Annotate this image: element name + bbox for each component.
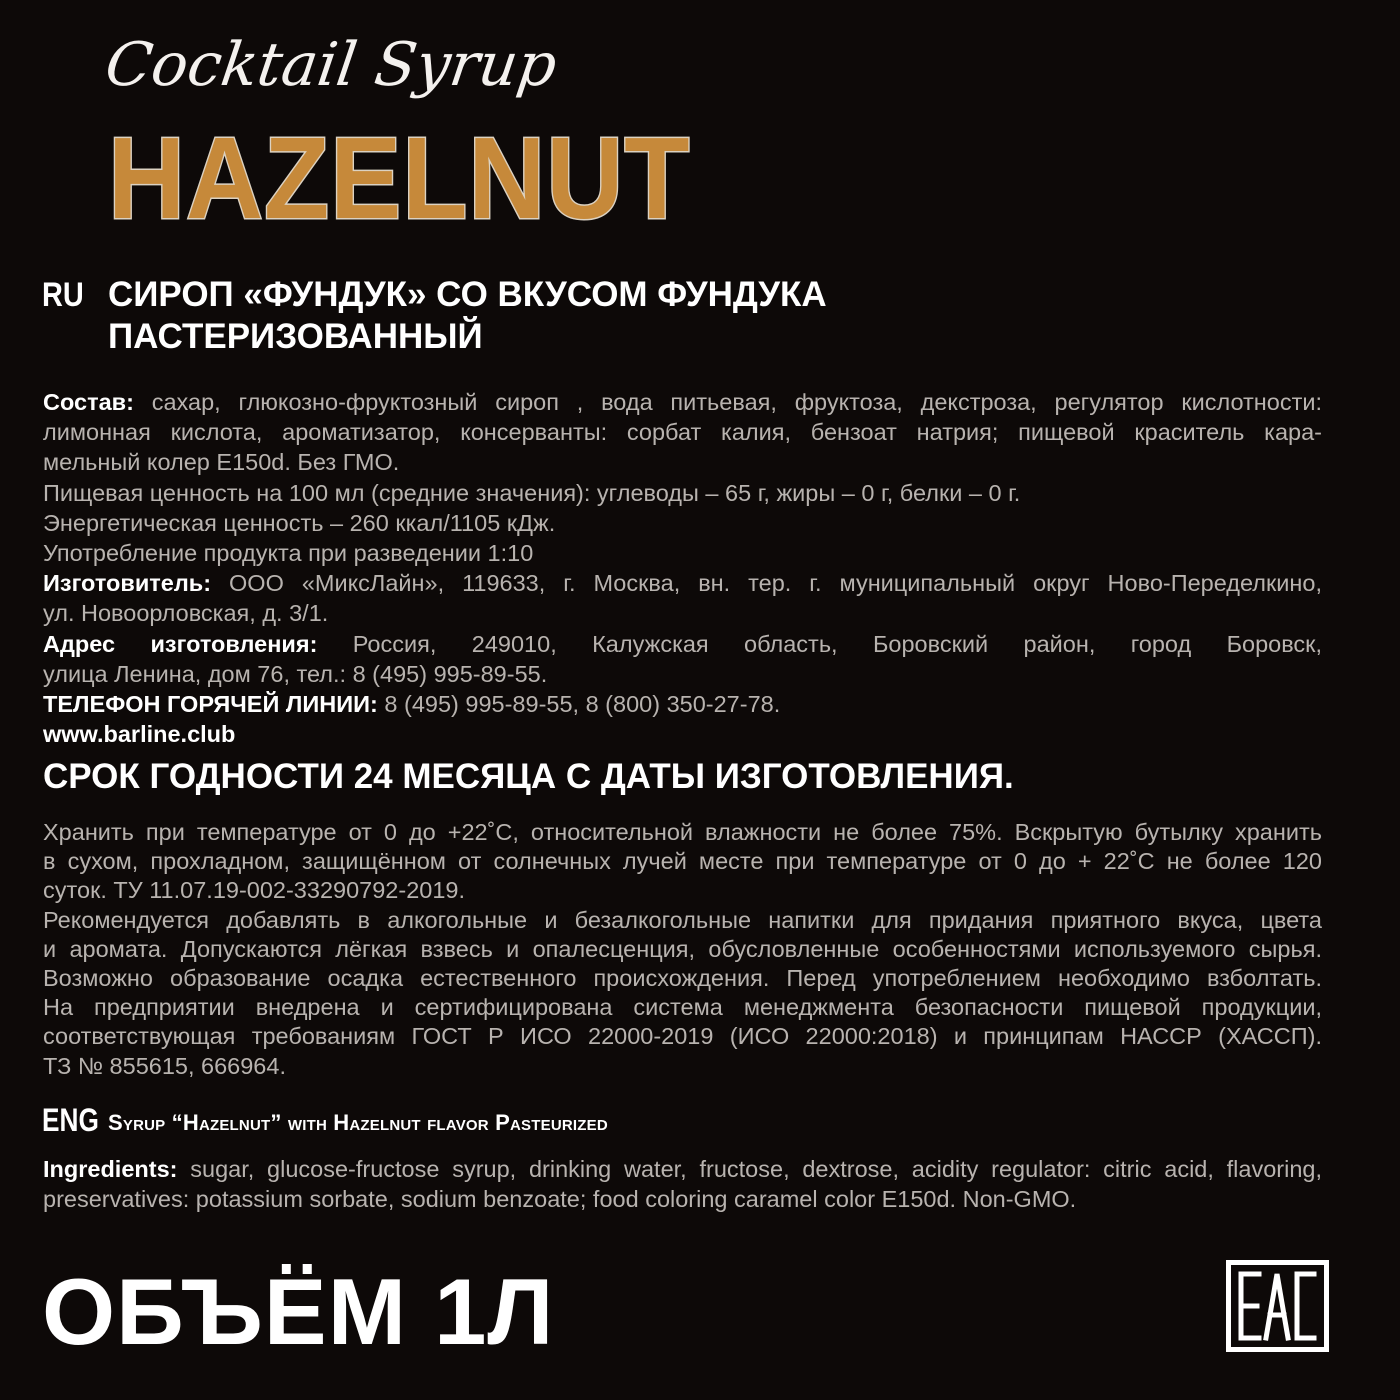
eac-logo-icon (1231, 1265, 1324, 1347)
dilution-note: Употребление продукта при разведении 1:10 (43, 540, 534, 567)
ingredients-label: Ingredients: (43, 1156, 178, 1182)
lang-code-eng: ENG (42, 1102, 99, 1138)
hotline-label: ТЕЛЕФОН ГОРЯЧЕЙ ЛИНИИ: (43, 691, 378, 718)
manufacturer-line2: ул. Новоорловская, д. 3/1. (43, 600, 329, 627)
storage-line: и аромата. Допускаются лёгкая взвесь и опалесценция, обусловленные особенностями используемого сырья. (43, 935, 1322, 962)
nutrition-value: Пищевая ценность на 100 мл (средние значения): углеводы – 65 г, жиры – 0 г, белки – 0 г. (43, 479, 1021, 506)
lang-code-ru: RU (42, 276, 84, 314)
product-title-ru (108, 274, 1108, 358)
hotline: ТЕЛЕФОН ГОРЯЧЕЙ ЛИНИИ: 8 (495) 995-89-55, 8 (800) 350-27-78. (43, 691, 781, 718)
storage-line: Рекомендуется добавлять в алкогольные и безалкогольные напитки для придания приятного вкуса, цвета (43, 906, 1322, 933)
product-title-line2: ПАСТЕРИЗОВАННЫЙ (108, 317, 483, 356)
storage-line: Хранить при температуре от 0 до +22˚С, относительной влажности не более 75%. Вскрытую бутылку хранить (43, 819, 1322, 845)
product-title-line1: СИРОП «ФУНДУК» СО ВКУСОМ ФУНДУКА (108, 275, 827, 314)
brand-script-title: Cocktail Syrup (101, 30, 561, 100)
manufacturer-line1: Изготовитель: ООО «МиксЛайн», 119633, г. Москва, вн. тер. г. муниципальный округ Ново-Переделкино, (43, 570, 1322, 597)
storage-line: в сухом, прохладном, защищённом от солнечных лучей месте при температуре от 0 до + 22˚С не более 120 (43, 848, 1322, 875)
storage-info (43, 818, 1322, 1081)
storage-line: соответствующая требованиям ГОСТ Р ИСО 22000-2019 (ИСО 22000:2018) и принципам НАССР (ХАССП). (43, 1023, 1322, 1050)
composition-line2: лимонная кислота, ароматизатор, консерванты: сорбат калия, бензоат натрия; пищевой краситель кара- (43, 419, 1322, 446)
volume: ОБЪЁМ 1Л (42, 1259, 555, 1364)
storage-line: На предприятии внедрена и сертифицирована система менеджмента безопасности пищевой продукции, (43, 994, 1322, 1021)
ingredients-line1: Ingredients: sugar, glucose-fructose syrup, drinking water, fructose, dextrose, acidity regulator: citric acid, flavoring, (43, 1156, 1322, 1182)
address-line1: Адрес изготовления: Россия, 249010, Калужская область, Боровский район, город Боровск, (43, 630, 1322, 657)
composition-line1: Состав: сахар, глюкозно-фруктозный сироп , вода питьевая, фруктоза, декстроза, регулятор кислотности: (43, 389, 1322, 415)
website-link[interactable]: www.barline.club (43, 721, 236, 748)
address-label: Адрес изготовления: (43, 630, 318, 657)
manufacturer-label: Изготовитель: (43, 570, 212, 597)
storage-line: суток. ТУ 11.07.19-002-33290792-2019. (43, 877, 466, 904)
ru-details (43, 387, 1322, 749)
product-title-eng: Syrup “Hazelnut” with Hazelnut flavor Pasteurized (108, 1110, 608, 1135)
storage-line: Возможно образование осадка естественного происхождения. Перед употреблением необходимо взболтать. (43, 965, 1322, 992)
shelf-life: СРОК ГОДНОСТИ 24 МЕСЯЦА С ДАТЫ ИЗГОТОВЛЕНИЯ. (43, 757, 1014, 796)
address-line2: улица Ленина, дом 76, тел.: 8 (495) 995-89-55. (43, 660, 548, 687)
composition-label: Состав: (43, 389, 134, 415)
brand-name: HAZELNUT (108, 113, 691, 243)
eac-certification-icon (1226, 1260, 1329, 1352)
ingredients-line2: preservatives: potassium sorbate, sodium benzoate; food coloring caramel color E150d. Non-GMO. (43, 1185, 1077, 1212)
energy-value: Энергетическая ценность – 260 ккал/1105 кДж. (43, 509, 556, 536)
storage-line: ТЗ № 855615, 666964. (43, 1052, 286, 1079)
ingredients-eng (43, 1155, 1322, 1214)
composition-line3: мельный колер Е150d. Без ГМО. (43, 449, 400, 476)
